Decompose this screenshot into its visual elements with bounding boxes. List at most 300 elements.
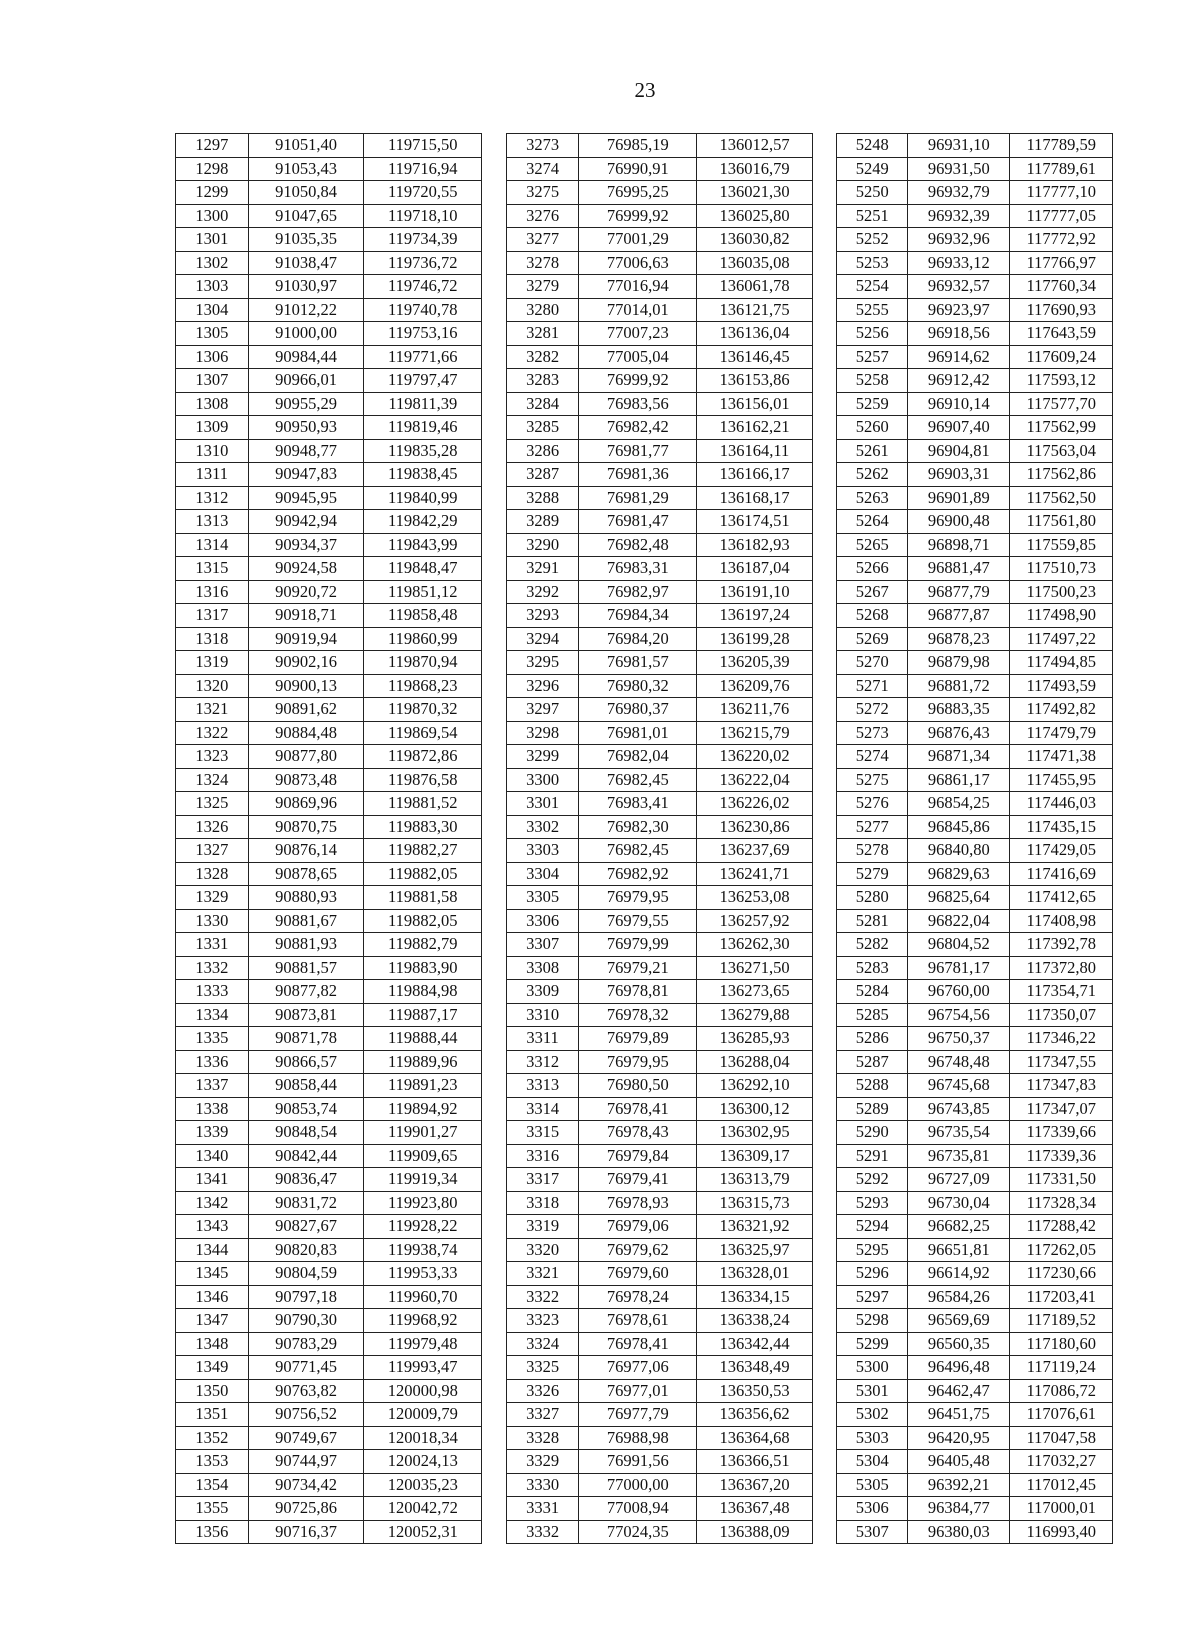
x-coordinate-cell: 90884,48 xyxy=(248,721,364,745)
column-gap xyxy=(482,580,507,604)
x-coordinate-cell: 76978,81 xyxy=(579,980,697,1004)
column-gap xyxy=(482,815,507,839)
column-gap xyxy=(482,768,507,792)
point-number-cell: 3294 xyxy=(506,627,579,651)
column-gap xyxy=(812,886,837,910)
point-number-cell: 5304 xyxy=(837,1450,908,1474)
column-gap xyxy=(482,439,507,463)
table-row xyxy=(176,792,1113,816)
point-number-cell: 3310 xyxy=(506,1003,579,1027)
y-coordinate-cell: 136288,04 xyxy=(697,1050,813,1074)
y-coordinate-cell: 136313,79 xyxy=(697,1168,813,1192)
y-coordinate-cell: 117086,72 xyxy=(1010,1379,1113,1403)
y-coordinate-cell: 117777,10 xyxy=(1010,181,1113,205)
x-coordinate-cell: 90836,47 xyxy=(248,1168,364,1192)
y-coordinate-cell: 117563,04 xyxy=(1010,439,1113,463)
table-row xyxy=(176,1191,1113,1215)
y-coordinate-cell: 117347,83 xyxy=(1010,1074,1113,1098)
y-coordinate-cell: 117119,24 xyxy=(1010,1356,1113,1380)
table-row xyxy=(176,134,1113,158)
x-coordinate-cell: 90948,77 xyxy=(248,439,364,463)
column-gap xyxy=(482,1027,507,1051)
y-coordinate-cell: 117412,65 xyxy=(1010,886,1113,910)
y-coordinate-cell: 136302,95 xyxy=(697,1121,813,1145)
y-coordinate-cell: 136197,24 xyxy=(697,604,813,628)
x-coordinate-cell: 90871,78 xyxy=(248,1027,364,1051)
point-number-cell: 5253 xyxy=(837,251,908,275)
column-gap xyxy=(482,416,507,440)
x-coordinate-cell: 76980,37 xyxy=(579,698,697,722)
y-coordinate-cell: 117408,98 xyxy=(1010,909,1113,933)
column-gap xyxy=(812,416,837,440)
column-gap xyxy=(482,181,507,205)
x-coordinate-cell: 96881,47 xyxy=(908,557,1010,581)
point-number-cell: 5276 xyxy=(837,792,908,816)
y-coordinate-cell: 117416,69 xyxy=(1010,862,1113,886)
point-number-cell: 1353 xyxy=(176,1450,249,1474)
column-gap xyxy=(812,392,837,416)
x-coordinate-cell: 76978,32 xyxy=(579,1003,697,1027)
table-row xyxy=(176,1003,1113,1027)
point-number-cell: 1307 xyxy=(176,369,249,393)
y-coordinate-cell: 119771,66 xyxy=(364,345,482,369)
table-row xyxy=(176,674,1113,698)
y-coordinate-cell: 136271,50 xyxy=(697,956,813,980)
point-number-cell: 3314 xyxy=(506,1097,579,1121)
point-number-cell: 5296 xyxy=(837,1262,908,1286)
point-number-cell: 5257 xyxy=(837,345,908,369)
point-number-cell: 3295 xyxy=(506,651,579,675)
column-gap xyxy=(482,1379,507,1403)
point-number-cell: 5291 xyxy=(837,1144,908,1168)
x-coordinate-cell: 96840,80 xyxy=(908,839,1010,863)
y-coordinate-cell: 117328,34 xyxy=(1010,1191,1113,1215)
column-gap xyxy=(482,886,507,910)
column-gap xyxy=(812,792,837,816)
point-number-cell: 5284 xyxy=(837,980,908,1004)
point-number-cell: 3280 xyxy=(506,298,579,322)
point-number-cell: 1337 xyxy=(176,1074,249,1098)
x-coordinate-cell: 96392,21 xyxy=(908,1473,1010,1497)
column-gap xyxy=(482,745,507,769)
x-coordinate-cell: 91053,43 xyxy=(248,157,364,181)
y-coordinate-cell: 117772,92 xyxy=(1010,228,1113,252)
x-coordinate-cell: 76982,97 xyxy=(579,580,697,604)
x-coordinate-cell: 90924,58 xyxy=(248,557,364,581)
column-gap xyxy=(812,1262,837,1286)
column-gap xyxy=(812,721,837,745)
x-coordinate-cell: 91050,84 xyxy=(248,181,364,205)
point-number-cell: 3298 xyxy=(506,721,579,745)
y-coordinate-cell: 117609,24 xyxy=(1010,345,1113,369)
y-coordinate-cell: 136257,92 xyxy=(697,909,813,933)
y-coordinate-cell: 117777,05 xyxy=(1010,204,1113,228)
y-coordinate-cell: 136220,02 xyxy=(697,745,813,769)
x-coordinate-cell: 76982,42 xyxy=(579,416,697,440)
point-number-cell: 3288 xyxy=(506,486,579,510)
x-coordinate-cell: 77008,94 xyxy=(579,1497,697,1521)
x-coordinate-cell: 90734,42 xyxy=(248,1473,364,1497)
y-coordinate-cell: 136205,39 xyxy=(697,651,813,675)
y-coordinate-cell: 119887,17 xyxy=(364,1003,482,1027)
x-coordinate-cell: 96904,81 xyxy=(908,439,1010,463)
column-gap xyxy=(812,557,837,581)
x-coordinate-cell: 96743,85 xyxy=(908,1097,1010,1121)
column-gap xyxy=(812,1121,837,1145)
y-coordinate-cell: 136162,21 xyxy=(697,416,813,440)
point-number-cell: 1334 xyxy=(176,1003,249,1027)
point-number-cell: 3292 xyxy=(506,580,579,604)
x-coordinate-cell: 90877,80 xyxy=(248,745,364,769)
point-number-cell: 1332 xyxy=(176,956,249,980)
y-coordinate-cell: 119882,05 xyxy=(364,862,482,886)
table-row xyxy=(176,698,1113,722)
point-number-cell: 1333 xyxy=(176,980,249,1004)
column-gap xyxy=(482,862,507,886)
point-number-cell: 5266 xyxy=(837,557,908,581)
table-row xyxy=(176,392,1113,416)
x-coordinate-cell: 90950,93 xyxy=(248,416,364,440)
x-coordinate-cell: 76983,31 xyxy=(579,557,697,581)
point-number-cell: 1302 xyxy=(176,251,249,275)
point-number-cell: 5248 xyxy=(837,134,908,158)
y-coordinate-cell: 120000,98 xyxy=(364,1379,482,1403)
point-number-cell: 1318 xyxy=(176,627,249,651)
column-gap xyxy=(482,721,507,745)
x-coordinate-cell: 90853,74 xyxy=(248,1097,364,1121)
table-row xyxy=(176,980,1113,1004)
x-coordinate-cell: 90942,94 xyxy=(248,510,364,534)
point-number-cell: 1311 xyxy=(176,463,249,487)
y-coordinate-cell: 117262,05 xyxy=(1010,1238,1113,1262)
x-coordinate-cell: 96822,04 xyxy=(908,909,1010,933)
point-number-cell: 5302 xyxy=(837,1403,908,1427)
y-coordinate-cell: 119979,48 xyxy=(364,1332,482,1356)
table-row xyxy=(176,557,1113,581)
x-coordinate-cell: 96932,79 xyxy=(908,181,1010,205)
column-gap xyxy=(812,1309,837,1333)
table-row xyxy=(176,510,1113,534)
point-number-cell: 1313 xyxy=(176,510,249,534)
point-number-cell: 5262 xyxy=(837,463,908,487)
table-row xyxy=(176,298,1113,322)
column-gap xyxy=(812,1403,837,1427)
y-coordinate-cell: 136153,86 xyxy=(697,369,813,393)
table-row xyxy=(176,533,1113,557)
x-coordinate-cell: 96932,57 xyxy=(908,275,1010,299)
x-coordinate-cell: 91038,47 xyxy=(248,251,364,275)
y-coordinate-cell: 136021,30 xyxy=(697,181,813,205)
x-coordinate-cell: 76979,41 xyxy=(579,1168,697,1192)
y-coordinate-cell: 119868,23 xyxy=(364,674,482,698)
table-row xyxy=(176,416,1113,440)
column-gap xyxy=(812,1074,837,1098)
x-coordinate-cell: 76982,45 xyxy=(579,768,697,792)
column-gap xyxy=(812,510,837,534)
y-coordinate-cell: 119901,27 xyxy=(364,1121,482,1145)
x-coordinate-cell: 96829,63 xyxy=(908,862,1010,886)
y-coordinate-cell: 119883,90 xyxy=(364,956,482,980)
y-coordinate-cell: 136366,51 xyxy=(697,1450,813,1474)
x-coordinate-cell: 96462,47 xyxy=(908,1379,1010,1403)
x-coordinate-cell: 90881,93 xyxy=(248,933,364,957)
y-coordinate-cell: 117230,66 xyxy=(1010,1262,1113,1286)
y-coordinate-cell: 119835,28 xyxy=(364,439,482,463)
column-gap xyxy=(812,1168,837,1192)
point-number-cell: 5263 xyxy=(837,486,908,510)
column-gap xyxy=(482,1473,507,1497)
column-gap xyxy=(812,1215,837,1239)
y-coordinate-cell: 136187,04 xyxy=(697,557,813,581)
column-gap xyxy=(482,486,507,510)
x-coordinate-cell: 76978,41 xyxy=(579,1332,697,1356)
point-number-cell: 3331 xyxy=(506,1497,579,1521)
point-number-cell: 3273 xyxy=(506,134,579,158)
y-coordinate-cell: 136315,73 xyxy=(697,1191,813,1215)
x-coordinate-cell: 76978,24 xyxy=(579,1285,697,1309)
x-coordinate-cell: 90881,57 xyxy=(248,956,364,980)
y-coordinate-cell: 119838,45 xyxy=(364,463,482,487)
table-row xyxy=(176,463,1113,487)
x-coordinate-cell: 96727,09 xyxy=(908,1168,1010,1192)
point-number-cell: 1355 xyxy=(176,1497,249,1521)
x-coordinate-cell: 96931,10 xyxy=(908,134,1010,158)
x-coordinate-cell: 76981,47 xyxy=(579,510,697,534)
table-row xyxy=(176,181,1113,205)
y-coordinate-cell: 119740,78 xyxy=(364,298,482,322)
point-number-cell: 1328 xyxy=(176,862,249,886)
x-coordinate-cell: 77005,04 xyxy=(579,345,697,369)
point-number-cell: 1344 xyxy=(176,1238,249,1262)
point-number-cell: 1300 xyxy=(176,204,249,228)
y-coordinate-cell: 119884,98 xyxy=(364,980,482,1004)
point-number-cell: 5250 xyxy=(837,181,908,205)
x-coordinate-cell: 96910,14 xyxy=(908,392,1010,416)
point-number-cell: 5252 xyxy=(837,228,908,252)
point-number-cell: 1309 xyxy=(176,416,249,440)
table-row xyxy=(176,1426,1113,1450)
column-gap xyxy=(482,275,507,299)
x-coordinate-cell: 90716,37 xyxy=(248,1520,364,1544)
table-row xyxy=(176,486,1113,510)
point-number-cell: 1343 xyxy=(176,1215,249,1239)
y-coordinate-cell: 117347,07 xyxy=(1010,1097,1113,1121)
y-coordinate-cell: 117789,59 xyxy=(1010,134,1113,158)
y-coordinate-cell: 117346,22 xyxy=(1010,1027,1113,1051)
point-number-cell: 3328 xyxy=(506,1426,579,1450)
point-number-cell: 3291 xyxy=(506,557,579,581)
point-number-cell: 3306 xyxy=(506,909,579,933)
y-coordinate-cell: 119928,22 xyxy=(364,1215,482,1239)
table-row xyxy=(176,1520,1113,1544)
point-number-cell: 5268 xyxy=(837,604,908,628)
x-coordinate-cell: 90804,59 xyxy=(248,1262,364,1286)
y-coordinate-cell: 119715,50 xyxy=(364,134,482,158)
point-number-cell: 1346 xyxy=(176,1285,249,1309)
y-coordinate-cell: 117500,23 xyxy=(1010,580,1113,604)
point-number-cell: 1315 xyxy=(176,557,249,581)
point-number-cell: 1329 xyxy=(176,886,249,910)
x-coordinate-cell: 76977,79 xyxy=(579,1403,697,1427)
column-gap xyxy=(482,251,507,275)
point-number-cell: 5258 xyxy=(837,369,908,393)
x-coordinate-cell: 96879,98 xyxy=(908,651,1010,675)
x-coordinate-cell: 76991,56 xyxy=(579,1450,697,1474)
table-row xyxy=(176,909,1113,933)
y-coordinate-cell: 119797,47 xyxy=(364,369,482,393)
x-coordinate-cell: 76979,60 xyxy=(579,1262,697,1286)
point-number-cell: 3332 xyxy=(506,1520,579,1544)
point-number-cell: 5301 xyxy=(837,1379,908,1403)
column-gap xyxy=(482,134,507,158)
point-number-cell: 1310 xyxy=(176,439,249,463)
column-gap xyxy=(812,1473,837,1497)
x-coordinate-cell: 76981,77 xyxy=(579,439,697,463)
point-number-cell: 1314 xyxy=(176,533,249,557)
table-row xyxy=(176,1074,1113,1098)
x-coordinate-cell: 96754,56 xyxy=(908,1003,1010,1027)
point-number-cell: 1321 xyxy=(176,698,249,722)
column-gap xyxy=(812,275,837,299)
x-coordinate-cell: 90918,71 xyxy=(248,604,364,628)
y-coordinate-cell: 136166,17 xyxy=(697,463,813,487)
column-gap xyxy=(482,698,507,722)
y-coordinate-cell: 136061,78 xyxy=(697,275,813,299)
y-coordinate-cell: 117562,99 xyxy=(1010,416,1113,440)
x-coordinate-cell: 96878,23 xyxy=(908,627,1010,651)
x-coordinate-cell: 96933,12 xyxy=(908,251,1010,275)
column-gap xyxy=(812,1097,837,1121)
x-coordinate-cell: 76980,32 xyxy=(579,674,697,698)
table-row xyxy=(176,439,1113,463)
x-coordinate-cell: 90820,83 xyxy=(248,1238,364,1262)
y-coordinate-cell: 136146,45 xyxy=(697,345,813,369)
y-coordinate-cell: 119968,92 xyxy=(364,1309,482,1333)
x-coordinate-cell: 90947,83 xyxy=(248,463,364,487)
y-coordinate-cell: 136182,93 xyxy=(697,533,813,557)
point-number-cell: 5249 xyxy=(837,157,908,181)
x-coordinate-cell: 96451,75 xyxy=(908,1403,1010,1427)
column-gap xyxy=(482,463,507,487)
point-number-cell: 3290 xyxy=(506,533,579,557)
column-gap xyxy=(812,815,837,839)
column-gap xyxy=(482,1285,507,1309)
table-row xyxy=(176,1450,1113,1474)
y-coordinate-cell: 136226,02 xyxy=(697,792,813,816)
x-coordinate-cell: 96745,68 xyxy=(908,1074,1010,1098)
x-coordinate-cell: 77006,63 xyxy=(579,251,697,275)
column-gap xyxy=(812,345,837,369)
y-coordinate-cell: 119842,29 xyxy=(364,510,482,534)
column-gap xyxy=(482,956,507,980)
table-row xyxy=(176,1285,1113,1309)
point-number-cell: 3304 xyxy=(506,862,579,886)
x-coordinate-cell: 96750,37 xyxy=(908,1027,1010,1051)
point-number-cell: 1324 xyxy=(176,768,249,792)
x-coordinate-cell: 90876,14 xyxy=(248,839,364,863)
column-gap xyxy=(482,298,507,322)
table-row xyxy=(176,839,1113,863)
y-coordinate-cell: 136168,17 xyxy=(697,486,813,510)
point-number-cell: 3309 xyxy=(506,980,579,1004)
x-coordinate-cell: 77001,29 xyxy=(579,228,697,252)
x-coordinate-cell: 96907,40 xyxy=(908,416,1010,440)
column-gap xyxy=(482,392,507,416)
point-number-cell: 3327 xyxy=(506,1403,579,1427)
y-coordinate-cell: 119819,46 xyxy=(364,416,482,440)
x-coordinate-cell: 76978,93 xyxy=(579,1191,697,1215)
x-coordinate-cell: 96901,89 xyxy=(908,486,1010,510)
point-number-cell: 3285 xyxy=(506,416,579,440)
y-coordinate-cell: 117392,78 xyxy=(1010,933,1113,957)
y-coordinate-cell: 136035,08 xyxy=(697,251,813,275)
y-coordinate-cell: 136285,93 xyxy=(697,1027,813,1051)
x-coordinate-cell: 96730,04 xyxy=(908,1191,1010,1215)
column-gap xyxy=(812,604,837,628)
x-coordinate-cell: 96496,48 xyxy=(908,1356,1010,1380)
point-number-cell: 1322 xyxy=(176,721,249,745)
point-number-cell: 3297 xyxy=(506,698,579,722)
point-number-cell: 5300 xyxy=(837,1356,908,1380)
point-number-cell: 1325 xyxy=(176,792,249,816)
x-coordinate-cell: 96760,00 xyxy=(908,980,1010,1004)
y-coordinate-cell: 117203,41 xyxy=(1010,1285,1113,1309)
point-number-cell: 1347 xyxy=(176,1309,249,1333)
column-gap xyxy=(812,909,837,933)
point-number-cell: 3293 xyxy=(506,604,579,628)
column-gap xyxy=(812,251,837,275)
x-coordinate-cell: 90878,65 xyxy=(248,862,364,886)
x-coordinate-cell: 96584,26 xyxy=(908,1285,1010,1309)
x-coordinate-cell: 96854,25 xyxy=(908,792,1010,816)
x-coordinate-cell: 96932,96 xyxy=(908,228,1010,252)
column-gap xyxy=(482,1309,507,1333)
column-gap xyxy=(482,157,507,181)
table-row xyxy=(176,1309,1113,1333)
y-coordinate-cell: 117471,38 xyxy=(1010,745,1113,769)
column-gap xyxy=(482,604,507,628)
y-coordinate-cell: 120018,34 xyxy=(364,1426,482,1450)
point-number-cell: 5255 xyxy=(837,298,908,322)
column-gap xyxy=(812,651,837,675)
point-number-cell: 5287 xyxy=(837,1050,908,1074)
y-coordinate-cell: 119734,39 xyxy=(364,228,482,252)
column-gap xyxy=(482,933,507,957)
point-number-cell: 1348 xyxy=(176,1332,249,1356)
point-number-cell: 3300 xyxy=(506,768,579,792)
point-number-cell: 5275 xyxy=(837,768,908,792)
y-coordinate-cell: 119870,32 xyxy=(364,698,482,722)
y-coordinate-cell: 117446,03 xyxy=(1010,792,1113,816)
y-coordinate-cell: 116993,40 xyxy=(1010,1520,1113,1544)
y-coordinate-cell: 136230,86 xyxy=(697,815,813,839)
column-gap xyxy=(812,1027,837,1051)
x-coordinate-cell: 96380,03 xyxy=(908,1520,1010,1544)
point-number-cell: 3311 xyxy=(506,1027,579,1051)
point-number-cell: 3323 xyxy=(506,1309,579,1333)
x-coordinate-cell: 90797,18 xyxy=(248,1285,364,1309)
x-coordinate-cell: 76980,50 xyxy=(579,1074,697,1098)
x-coordinate-cell: 77016,94 xyxy=(579,275,697,299)
x-coordinate-cell: 91000,00 xyxy=(248,322,364,346)
point-number-cell: 1326 xyxy=(176,815,249,839)
x-coordinate-cell: 96903,31 xyxy=(908,463,1010,487)
point-number-cell: 1305 xyxy=(176,322,249,346)
x-coordinate-cell: 96931,50 xyxy=(908,157,1010,181)
y-coordinate-cell: 120009,79 xyxy=(364,1403,482,1427)
point-number-cell: 3303 xyxy=(506,839,579,863)
column-gap xyxy=(812,134,837,158)
